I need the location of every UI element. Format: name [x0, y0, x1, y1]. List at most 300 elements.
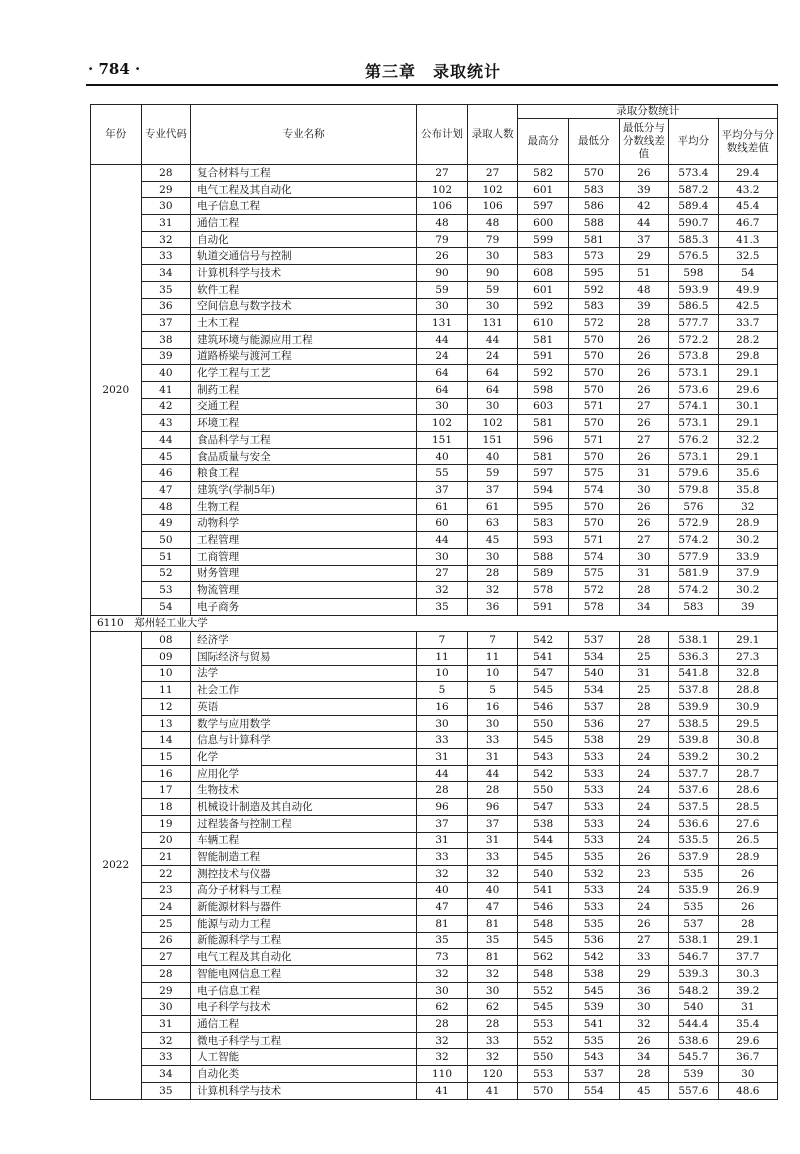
- cell-max: 546: [518, 899, 569, 916]
- table-row: [91, 432, 778, 449]
- institution-name: 6110 郑州轻工业大学: [91, 615, 778, 632]
- cell-plan: 5: [417, 682, 468, 699]
- cell-plan: 41: [417, 1082, 468, 1099]
- table-row: [91, 699, 778, 716]
- cell-code: 35: [141, 1082, 191, 1099]
- cell-avg-gap: 27.6: [718, 815, 777, 832]
- cell-min: 537: [569, 632, 620, 649]
- cell-avg-gap: 29.1: [718, 632, 777, 649]
- table-row: [91, 248, 778, 265]
- table-row: [91, 665, 778, 682]
- cell-min-gap: 27: [619, 532, 669, 549]
- cell-avg: 557.6: [669, 1082, 719, 1099]
- cell-avg: 577.7: [669, 315, 719, 332]
- cell-name: 测控技术与仪器: [191, 865, 417, 882]
- cell-admitted: 28: [467, 1016, 518, 1033]
- cell-plan: 10: [417, 665, 468, 682]
- cell-max: 553: [518, 1066, 569, 1083]
- cell-code: 26: [141, 932, 191, 949]
- cell-min-gap: 24: [619, 782, 669, 799]
- cell-avg: 583: [669, 598, 719, 615]
- cell-name: 能源与动力工程: [191, 915, 417, 932]
- cell-plan: 32: [417, 1032, 468, 1049]
- cell-admitted: 120: [467, 1066, 518, 1083]
- cell-admitted: 40: [467, 882, 518, 899]
- cell-max: 545: [518, 999, 569, 1016]
- cell-admitted: 33: [467, 732, 518, 749]
- cell-min: 572: [569, 582, 620, 599]
- cell-admitted: 37: [467, 815, 518, 832]
- cell-admitted: 11: [467, 648, 518, 665]
- table-row: [91, 448, 778, 465]
- cell-min-gap: 29: [619, 248, 669, 265]
- cell-min-gap: 24: [619, 749, 669, 766]
- cell-name: 经济学: [191, 632, 417, 649]
- cell-avg-gap: 29.8: [718, 348, 777, 365]
- cell-min: 533: [569, 899, 620, 916]
- cell-name: 建筑学(学制5年): [191, 482, 417, 499]
- cell-min-gap: 27: [619, 398, 669, 415]
- cell-avg-gap: 37.7: [718, 949, 777, 966]
- cell-admitted: 28: [467, 782, 518, 799]
- cell-avg-gap: 35.6: [718, 465, 777, 482]
- cell-max: 583: [518, 515, 569, 532]
- cell-code: 27: [141, 949, 191, 966]
- cell-min-gap: 30: [619, 999, 669, 1016]
- table-row: [91, 1032, 778, 1049]
- table-row: [91, 966, 778, 983]
- cell-avg: 573.8: [669, 348, 719, 365]
- cell-max: 545: [518, 732, 569, 749]
- cell-min: 570: [569, 415, 620, 432]
- cell-min-gap: 30: [619, 548, 669, 565]
- cell-avg: 537.5: [669, 799, 719, 816]
- cell-min: 535: [569, 849, 620, 866]
- cell-code: 13: [141, 715, 191, 732]
- cell-avg-gap: 26: [718, 865, 777, 882]
- cell-avg: 537.9: [669, 849, 719, 866]
- cell-max: 581: [518, 448, 569, 465]
- cell-min-gap: 26: [619, 415, 669, 432]
- cell-name: 电子信息工程: [191, 198, 417, 215]
- table-row: [91, 315, 778, 332]
- cell-plan: 28: [417, 1016, 468, 1033]
- cell-plan: 64: [417, 365, 468, 382]
- cell-avg-gap: 41.3: [718, 231, 777, 248]
- cell-code: 31: [141, 1016, 191, 1033]
- cell-code: 29: [141, 982, 191, 999]
- cell-max: 578: [518, 582, 569, 599]
- cell-admitted: 16: [467, 699, 518, 716]
- cell-name: 微电子科学与工程: [191, 1032, 417, 1049]
- table-row: [91, 765, 778, 782]
- cell-code: 20: [141, 832, 191, 849]
- cell-avg-gap: 46.7: [718, 215, 777, 232]
- cell-code: 40: [141, 365, 191, 382]
- cell-avg-gap: 29.1: [718, 365, 777, 382]
- cell-code: 49: [141, 515, 191, 532]
- cell-admitted: 44: [467, 331, 518, 348]
- cell-avg: 539.9: [669, 699, 719, 716]
- cell-avg-gap: 29.1: [718, 932, 777, 949]
- cell-name: 轨道交通信号与控制: [191, 248, 417, 265]
- cell-admitted: 131: [467, 315, 518, 332]
- cell-avg-gap: 36.7: [718, 1049, 777, 1066]
- cell-max: 546: [518, 699, 569, 716]
- cell-code: 53: [141, 582, 191, 599]
- cell-min-gap: 32: [619, 1016, 669, 1033]
- cell-admitted: 37: [467, 482, 518, 499]
- cell-plan: 37: [417, 482, 468, 499]
- table-row: [91, 365, 778, 382]
- table-row: [91, 231, 778, 248]
- cell-plan: 48: [417, 215, 468, 232]
- cell-min: 570: [569, 365, 620, 382]
- cell-avg-gap: 48.6: [718, 1082, 777, 1099]
- cell-min: 570: [569, 381, 620, 398]
- cell-code: 36: [141, 298, 191, 315]
- cell-max: 548: [518, 915, 569, 932]
- cell-min: 592: [569, 281, 620, 298]
- cell-plan: 40: [417, 882, 468, 899]
- cell-max: 542: [518, 632, 569, 649]
- cell-admitted: 64: [467, 381, 518, 398]
- header-avg-gap: 平均分与分数线差值: [718, 119, 777, 165]
- cell-min-gap: 39: [619, 181, 669, 198]
- cell-admitted: 31: [467, 749, 518, 766]
- cell-code: 34: [141, 265, 191, 282]
- cell-avg-gap: 28.6: [718, 782, 777, 799]
- cell-max: 592: [518, 365, 569, 382]
- cell-min: 575: [569, 465, 620, 482]
- table-row: [91, 515, 778, 532]
- cell-min: 536: [569, 715, 620, 732]
- table-row: [91, 465, 778, 482]
- table-row: [91, 782, 778, 799]
- cell-name: 通信工程: [191, 1016, 417, 1033]
- cell-avg: 574.2: [669, 582, 719, 599]
- cell-avg-gap: 29.1: [718, 448, 777, 465]
- cell-min: 588: [569, 215, 620, 232]
- cell-avg: 539: [669, 1066, 719, 1083]
- cell-min-gap: 36: [619, 982, 669, 999]
- header-admitted: 录取人数: [467, 105, 518, 165]
- cell-min: 570: [569, 448, 620, 465]
- table-row: [91, 749, 778, 766]
- cell-avg: 535: [669, 899, 719, 916]
- cell-admitted: 24: [467, 348, 518, 365]
- cell-min-gap: 34: [619, 1049, 669, 1066]
- table-row: [91, 348, 778, 365]
- cell-name: 化学工程与工艺: [191, 365, 417, 382]
- cell-max: 544: [518, 832, 569, 849]
- table-row: [91, 732, 778, 749]
- cell-min-gap: 25: [619, 648, 669, 665]
- cell-max: 591: [518, 348, 569, 365]
- table-row: [91, 682, 778, 699]
- cell-avg: 579.6: [669, 465, 719, 482]
- table-row: [91, 1082, 778, 1099]
- cell-min: 554: [569, 1082, 620, 1099]
- cell-avg: 573.1: [669, 448, 719, 465]
- cell-avg-gap: 30.1: [718, 398, 777, 415]
- cell-admitted: 30: [467, 982, 518, 999]
- cell-max: 550: [518, 715, 569, 732]
- cell-name: 自动化类: [191, 1066, 417, 1083]
- cell-admitted: 81: [467, 949, 518, 966]
- cell-min: 540: [569, 665, 620, 682]
- cell-max: 545: [518, 932, 569, 949]
- cell-avg-gap: 54: [718, 265, 777, 282]
- cell-code: 24: [141, 899, 191, 916]
- cell-min: 545: [569, 982, 620, 999]
- cell-admitted: 96: [467, 799, 518, 816]
- cell-admitted: 30: [467, 248, 518, 265]
- table-row: [91, 1049, 778, 1066]
- chapter-title: 第三章 录取统计: [364, 62, 501, 81]
- cell-plan: 7: [417, 632, 468, 649]
- cell-name: 高分子材料与工程: [191, 882, 417, 899]
- cell-min-gap: 31: [619, 665, 669, 682]
- header-max: 最高分: [518, 119, 569, 165]
- table-row: [91, 582, 778, 599]
- table-row: [91, 999, 778, 1016]
- table-row: [91, 381, 778, 398]
- cell-plan: 79: [417, 231, 468, 248]
- cell-avg-gap: 35.4: [718, 1016, 777, 1033]
- table-row: [91, 915, 778, 932]
- cell-max: 592: [518, 298, 569, 315]
- cell-code: 28: [141, 966, 191, 983]
- cell-max: 601: [518, 281, 569, 298]
- cell-plan: 40: [417, 448, 468, 465]
- table-row: [91, 932, 778, 949]
- cell-min: 537: [569, 699, 620, 716]
- cell-avg-gap: 33.7: [718, 315, 777, 332]
- cell-min-gap: 44: [619, 215, 669, 232]
- cell-avg-gap: 37.9: [718, 565, 777, 582]
- cell-min: 533: [569, 782, 620, 799]
- cell-min: 533: [569, 799, 620, 816]
- cell-min: 532: [569, 865, 620, 882]
- cell-avg: 539.2: [669, 749, 719, 766]
- cell-admitted: 63: [467, 515, 518, 532]
- cell-plan: 31: [417, 832, 468, 849]
- cell-avg-gap: 30.9: [718, 699, 777, 716]
- cell-name: 新能源科学与工程: [191, 932, 417, 949]
- cell-avg-gap: 29.4: [718, 165, 777, 182]
- cell-min-gap: 24: [619, 765, 669, 782]
- cell-min-gap: 24: [619, 832, 669, 849]
- cell-plan: 110: [417, 1066, 468, 1083]
- cell-min: 534: [569, 682, 620, 699]
- cell-admitted: 32: [467, 1049, 518, 1066]
- cell-code: 32: [141, 1032, 191, 1049]
- cell-max: 589: [518, 565, 569, 582]
- table-row: [91, 949, 778, 966]
- cell-avg: 535.9: [669, 882, 719, 899]
- cell-name: 自动化: [191, 231, 417, 248]
- table-row: [91, 715, 778, 732]
- table-row: [91, 1066, 778, 1083]
- cell-max: 594: [518, 482, 569, 499]
- cell-min: 533: [569, 765, 620, 782]
- cell-min-gap: 30: [619, 482, 669, 499]
- cell-max: 562: [518, 949, 569, 966]
- cell-code: 25: [141, 915, 191, 932]
- cell-plan: 131: [417, 315, 468, 332]
- cell-plan: 64: [417, 381, 468, 398]
- cell-avg-gap: 32.8: [718, 665, 777, 682]
- cell-avg-gap: 30.2: [718, 532, 777, 549]
- cell-min-gap: 26: [619, 515, 669, 532]
- cell-min: 573: [569, 248, 620, 265]
- table-row: [91, 482, 778, 499]
- table-row: [91, 181, 778, 198]
- cell-plan: 61: [417, 498, 468, 515]
- cell-max: 603: [518, 398, 569, 415]
- cell-code: 18: [141, 799, 191, 816]
- cell-max: 541: [518, 648, 569, 665]
- cell-avg-gap: 26.9: [718, 882, 777, 899]
- cell-avg-gap: 31: [718, 999, 777, 1016]
- cell-min-gap: 31: [619, 565, 669, 582]
- cell-min-gap: 25: [619, 682, 669, 699]
- cell-code: 28: [141, 165, 191, 182]
- cell-avg-gap: 30: [718, 1066, 777, 1083]
- cell-min-gap: 26: [619, 849, 669, 866]
- cell-min-gap: 48: [619, 281, 669, 298]
- cell-admitted: 81: [467, 915, 518, 932]
- cell-avg-gap: 28.2: [718, 331, 777, 348]
- cell-min-gap: 26: [619, 165, 669, 182]
- cell-name: 电气工程及其自动化: [191, 949, 417, 966]
- cell-admitted: 35: [467, 932, 518, 949]
- cell-code: 16: [141, 765, 191, 782]
- header-min-gap: 最低分与分数线差值: [619, 119, 669, 165]
- cell-avg: 585.3: [669, 231, 719, 248]
- table-row: [91, 849, 778, 866]
- cell-plan: 47: [417, 899, 468, 916]
- cell-admitted: 30: [467, 298, 518, 315]
- cell-admitted: 41: [467, 1082, 518, 1099]
- cell-code: 33: [141, 1049, 191, 1066]
- cell-max: 581: [518, 331, 569, 348]
- cell-avg: 536.3: [669, 648, 719, 665]
- table-row: [91, 548, 778, 565]
- cell-name: 国际经济与贸易: [191, 648, 417, 665]
- cell-avg: 589.4: [669, 198, 719, 215]
- cell-min: 583: [569, 298, 620, 315]
- cell-plan: 33: [417, 732, 468, 749]
- cell-admitted: 102: [467, 415, 518, 432]
- cell-admitted: 32: [467, 865, 518, 882]
- cell-name: 土木工程: [191, 315, 417, 332]
- cell-admitted: 32: [467, 966, 518, 983]
- cell-min-gap: 24: [619, 815, 669, 832]
- cell-admitted: 106: [467, 198, 518, 215]
- cell-avg-gap: 28.8: [718, 682, 777, 699]
- cell-code: 44: [141, 432, 191, 449]
- cell-max: 538: [518, 815, 569, 832]
- cell-min-gap: 37: [619, 231, 669, 248]
- cell-plan: 44: [417, 765, 468, 782]
- header-min: 最低分: [569, 119, 620, 165]
- cell-max: 545: [518, 849, 569, 866]
- cell-max: 550: [518, 782, 569, 799]
- cell-name: 软件工程: [191, 281, 417, 298]
- cell-admitted: 10: [467, 665, 518, 682]
- table-row: [91, 982, 778, 999]
- cell-code: 42: [141, 398, 191, 415]
- cell-max: 608: [518, 265, 569, 282]
- cell-min-gap: 26: [619, 331, 669, 348]
- cell-admitted: 59: [467, 465, 518, 482]
- cell-avg-gap: 32: [718, 498, 777, 515]
- cell-min: 575: [569, 565, 620, 582]
- cell-name: 生物工程: [191, 498, 417, 515]
- cell-code: 31: [141, 215, 191, 232]
- cell-max: 552: [518, 1032, 569, 1049]
- cell-min: 533: [569, 882, 620, 899]
- cell-min: 574: [569, 548, 620, 565]
- cell-plan: 32: [417, 582, 468, 599]
- year-cell: 2020: [91, 165, 142, 616]
- cell-min: 533: [569, 749, 620, 766]
- cell-max: 541: [518, 882, 569, 899]
- cell-min: 534: [569, 648, 620, 665]
- cell-avg-gap: 43.2: [718, 181, 777, 198]
- cell-avg-gap: 29.6: [718, 1032, 777, 1049]
- cell-plan: 62: [417, 999, 468, 1016]
- cell-code: 19: [141, 815, 191, 832]
- cell-name: 过程装备与控制工程: [191, 815, 417, 832]
- cell-min-gap: 42: [619, 198, 669, 215]
- cell-admitted: 33: [467, 1032, 518, 1049]
- cell-name: 电子信息工程: [191, 982, 417, 999]
- cell-avg: 598: [669, 265, 719, 282]
- table-row: [91, 865, 778, 882]
- cell-plan: 59: [417, 281, 468, 298]
- cell-name: 应用化学: [191, 765, 417, 782]
- cell-name: 工程管理: [191, 532, 417, 549]
- cell-max: 570: [518, 1082, 569, 1099]
- cell-plan: 90: [417, 265, 468, 282]
- cell-name: 财务管理: [191, 565, 417, 582]
- cell-min: 538: [569, 732, 620, 749]
- cell-admitted: 47: [467, 899, 518, 916]
- cell-name: 电气工程及其自动化: [191, 181, 417, 198]
- cell-admitted: 7: [467, 632, 518, 649]
- cell-avg-gap: 32.5: [718, 248, 777, 265]
- cell-max: 593: [518, 532, 569, 549]
- cell-plan: 24: [417, 348, 468, 365]
- cell-avg: 587.2: [669, 181, 719, 198]
- cell-min-gap: 51: [619, 265, 669, 282]
- cell-avg: 573.4: [669, 165, 719, 182]
- cell-max: 610: [518, 315, 569, 332]
- cell-avg: 574.1: [669, 398, 719, 415]
- cell-code: 30: [141, 198, 191, 215]
- cell-min: 583: [569, 181, 620, 198]
- cell-name: 数学与应用数学: [191, 715, 417, 732]
- cell-avg: 535: [669, 865, 719, 882]
- cell-min: 571: [569, 532, 620, 549]
- table-row: [91, 281, 778, 298]
- cell-name: 食品质量与安全: [191, 448, 417, 465]
- cell-plan: 30: [417, 715, 468, 732]
- cell-min-gap: 28: [619, 582, 669, 599]
